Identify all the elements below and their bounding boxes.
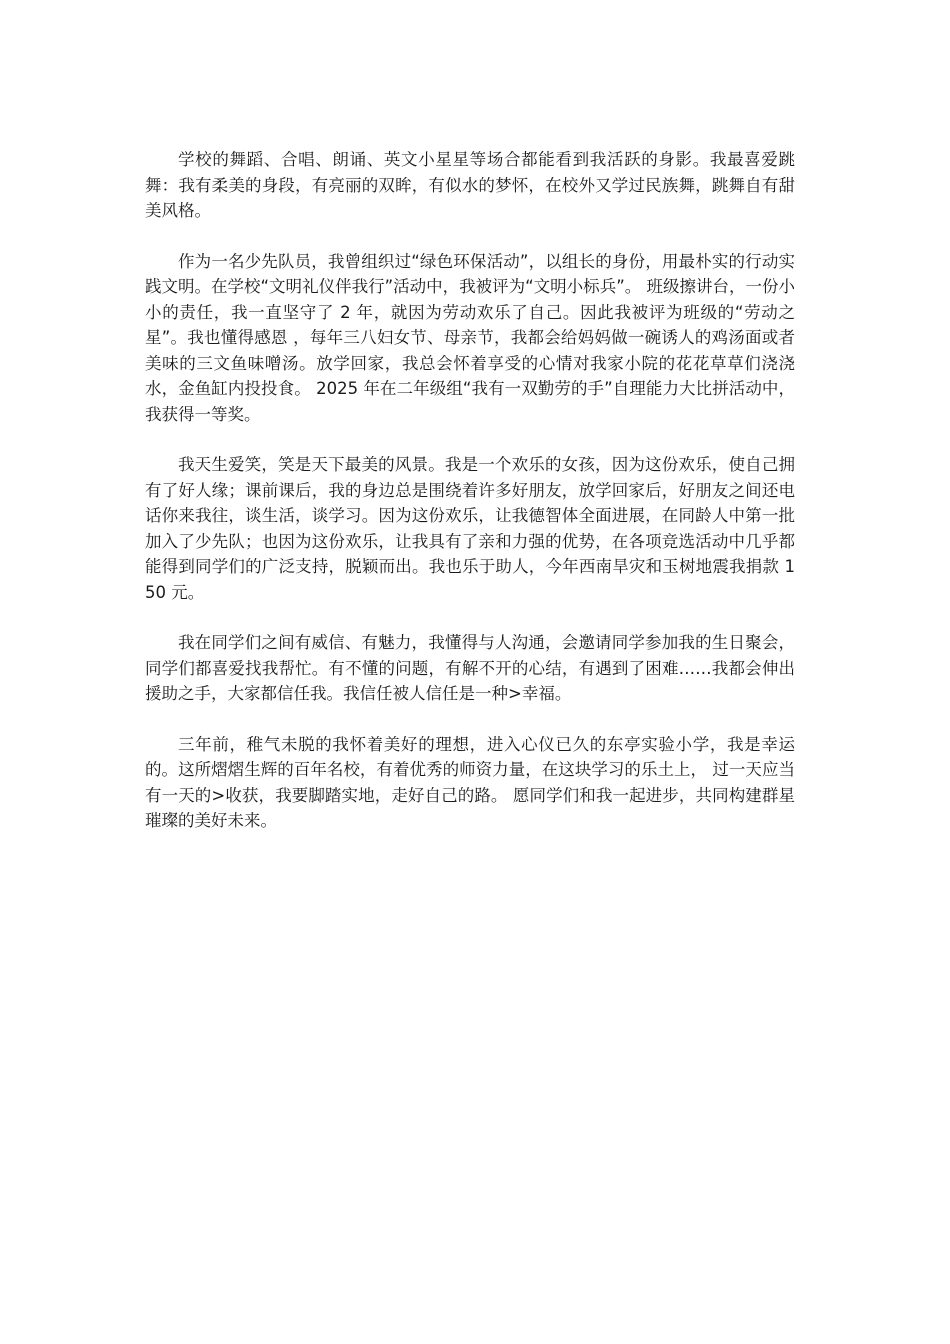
paragraph-3: 我天生爱笑，笑是天下最美的风景。我是一个欢乐的女孩，因为这份欢乐，使自己拥有了好人缘；课前课后，我的身边总是围绕着许多好朋友，放学回家后，好朋友之间还电话你来我往，谈生活，谈学习。因为这份欢乐，让我德智体全面进展，在同龄人中第一批加入了少先队；也因为这份欢乐，让我具有了亲和力强的优势，在各项竞选活动中几乎都能得到同学们的广泛支持，脱颖而出。我也乐于助人，今年西南旱灾和玉树地震我捐款 150 元。 [145, 455, 795, 602]
paragraph-4: 我在同学们之间有威信、有魅力，我懂得与人沟通，会邀请同学参加我的生日聚会， 同学们都喜爱找我帮忙。有不懂的问题，有解不开的心结，有遇到了困难……我都会伸出援助之手，大家都信任我。我信任被人信任是一种>幸福。 [145, 633, 795, 703]
paragraph-1: 学校的舞蹈、合唱、朗诵、英文小星星等场合都能看到我活跃的身影。我最喜爱跳舞：我有柔美的身段，有亮丽的双眸，有似水的梦怀，在校外又学过民族舞，跳舞自有甜美风格。 [145, 150, 795, 220]
paragraph-5: 三年前，稚气未脱的我怀着美好的理想，进入心仪已久的东亭实验小学，我是幸运的。这所熠熠生辉的百年名校，有着优秀的师资力量，在这块学习的乐土上， 过一天应当有一天的>收获，我要脚踏实地，走好自己的路。 愿同学们和我一起进步，共同构建群星璀璨的美好未来。 [145, 734, 795, 830]
document-body [145, 147, 795, 859]
paragraph-2: 作为一名少先队员，我曾组织过“绿色环保活动”，以组长的身份，用最朴实的行动实践文明。在学校“文明礼仪伴我行”活动中，我被评为“文明小标兵”。 班级擦讲台，一份小小的责任，我一直坚守了 2 年，就因为劳动欢乐了自己。因此我被评为班级的“劳动之星”。我也懂得感恩 ，每年三八妇女节、母亲节，我都会给妈妈做一碗诱人的鸡汤面或者美味的三文鱼味噌汤。放学回家，我总会怀着享受的心情对我家小院的花花草草们浇浇水，金鱼缸内投投食。 2025 年在二年级组“我有一双勤劳的手”自理能力大比拼活动中，我获得一等奖。 [145, 251, 795, 424]
